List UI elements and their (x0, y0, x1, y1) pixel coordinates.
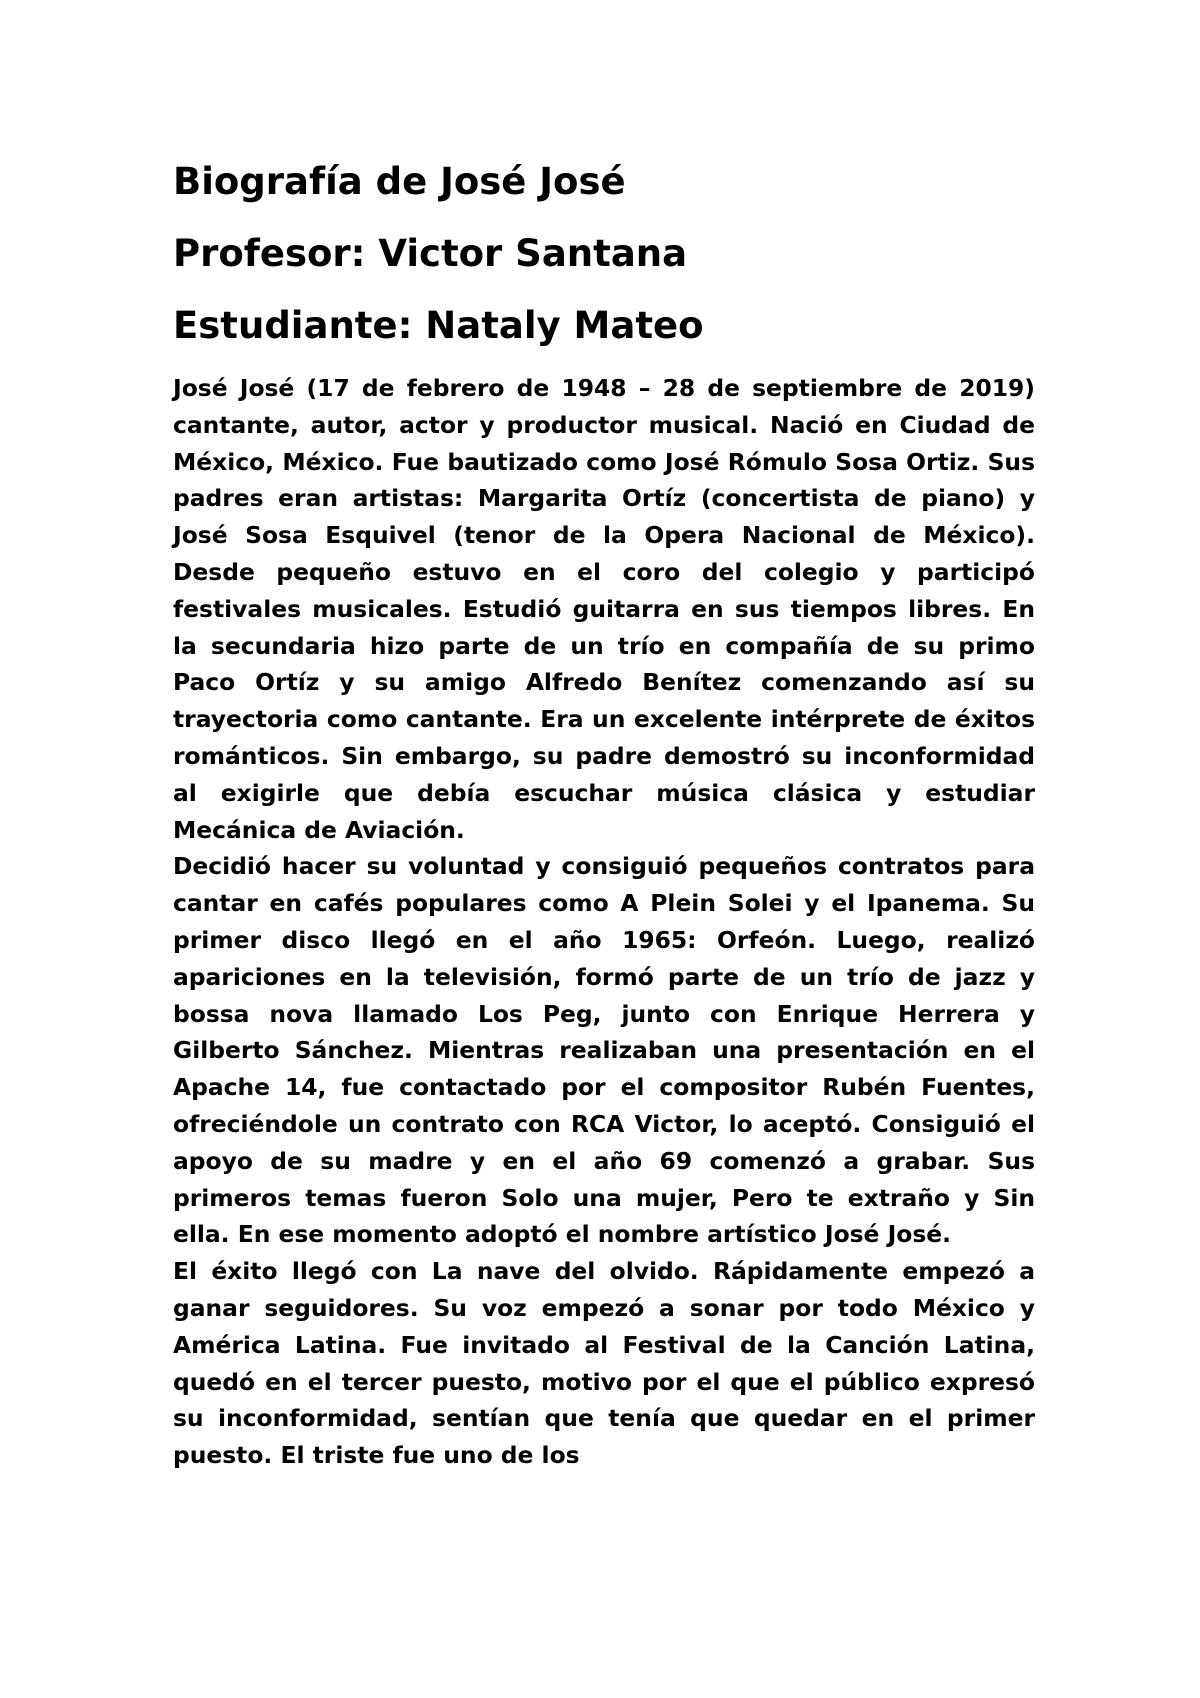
paragraph-1: José José (17 de febrero de 1948 – 28 de septiembre de 2019) cantante, autor, actor y productor musical. Nació en Ciudad de México, México. Fue bautizado como José Rómulo Sosa Ortiz. Sus padres eran artistas: Margarita Ortíz (concertista de piano) y José Sosa Esquivel (tenor de la Opera Nacional de México). Desde pequeño estuvo en el coro del colegio y participó festivales musicales. Estudió guitarra en sus tiempos libres. En la secundaria hizo parte de un trío en compañía de su primo Paco Ortíz y su amigo Alfredo Benítez comenzando así su trayectoria como cantante. Era un excelente intérprete de éxitos románticos. Sin embargo, su padre demostró su inconformidad al exigirle que debía escuchar música clásica y estudiar Mecánica de Aviación. (173, 374, 1035, 844)
document-content (173, 160, 1035, 1474)
paragraph-3: El éxito llegó con La nave del olvido. Rápidamente empezó a ganar seguidores. Su voz empezó a sonar por todo México y América Latina. Fue invitado al Festival de la Canción Latina, quedó en el tercer puesto, motivo por el que el público expresó su inconformidad, sentían que tenía que quedar en el primer puesto. El triste fue uno de los (173, 1257, 1035, 1470)
paragraph-2: Decidió hacer su voluntad y consiguió pequeños contratos para cantar en cafés populares como A Plein Solei y el Ipanema. Su primer disco llegó en el año 1965: Orfeón. Luego, realizó apariciones en la televisión, formó parte de un trío de jazz y bossa nova llamado Los Peg, junto con Enrique Herrera y Gilberto Sánchez. Mientras realizaban una presentación en el Apache 14, fue contactado por el compositor Rubén Fuentes, ofreciéndole un contrato con RCA Victor, lo aceptó. Consiguió el apoyo de su madre y en el año 69 comenzó a grabar. Sus primeros temas fueron Solo una mujer, Pero te extraño y Sin ella. En ese momento adoptó el nombre artístico José José. (173, 852, 1035, 1249)
teacher-line: Profesor: Victor Santana (173, 232, 688, 275)
student-line: Estudiante: Nataly Mateo (173, 304, 704, 347)
document-title: Biografía de José José (173, 160, 626, 203)
